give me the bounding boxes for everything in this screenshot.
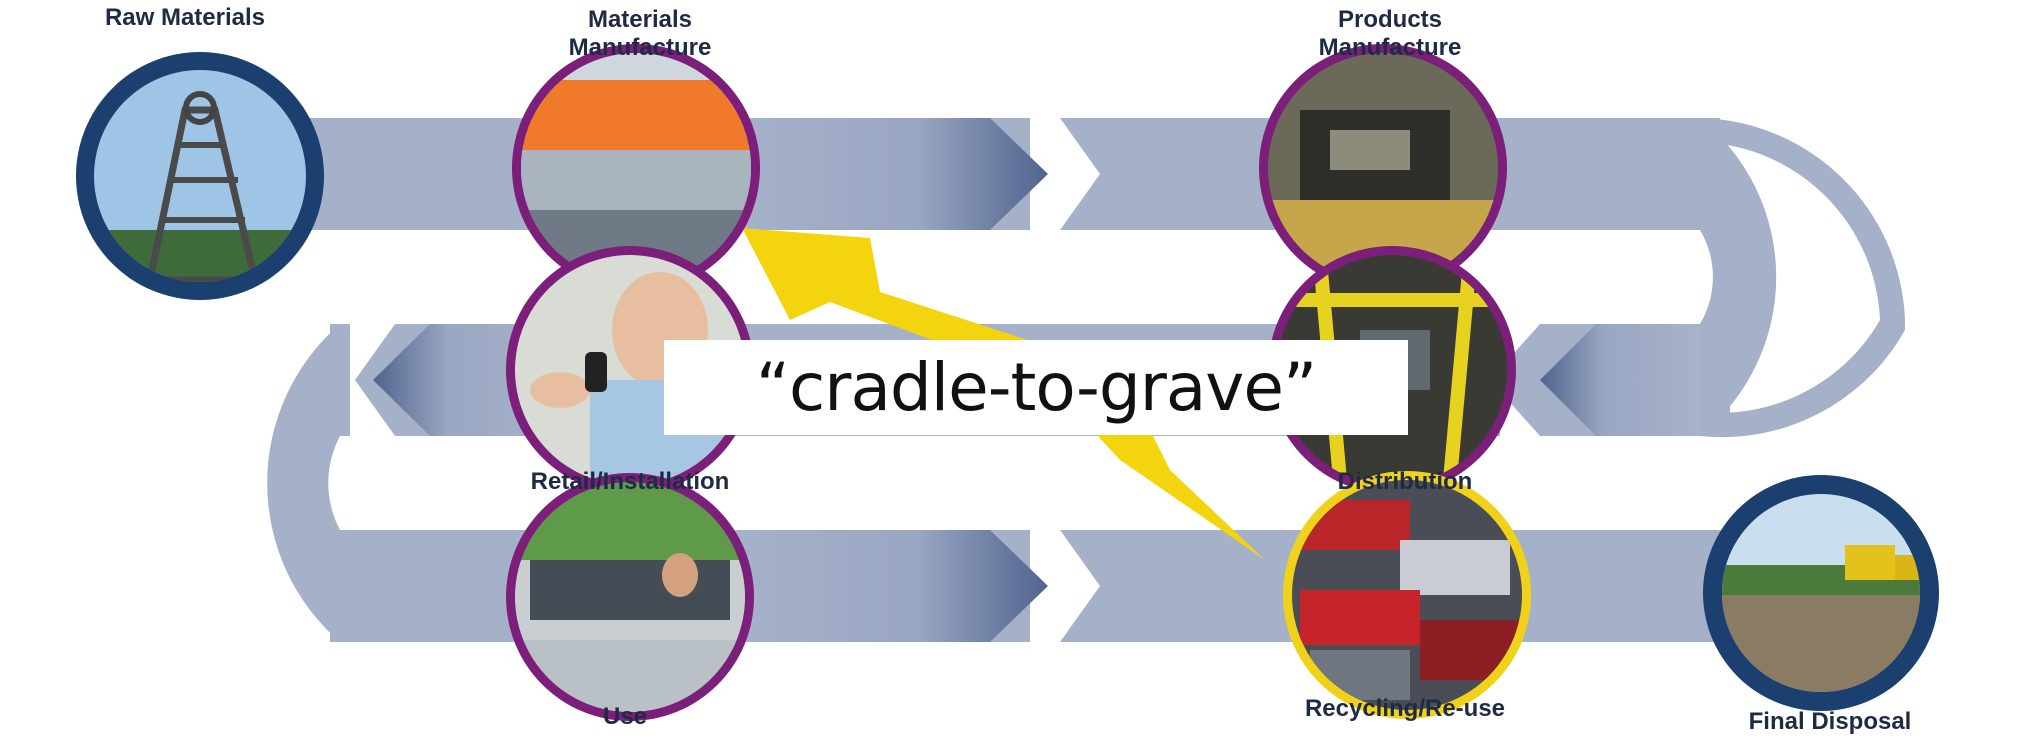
- label-final-disposal: Final Disposal: [1748, 708, 1912, 735]
- raw-materials-photo: [76, 52, 324, 300]
- label-retail-installation: Retail/Installation: [530, 468, 730, 495]
- label-distribution: Distribution: [1337, 468, 1473, 495]
- label-products-manufacture-line2: Manufacture: [1318, 34, 1462, 61]
- label-materials-manufacture-line2: Manufacture: [568, 34, 712, 61]
- label-products-manufacture-line1: Products: [1337, 6, 1442, 33]
- use-photo: [506, 473, 755, 721]
- cradle-to-grave-banner: [664, 340, 1408, 435]
- label-use: Use: [602, 703, 648, 730]
- label-raw-materials: Raw Materials: [104, 4, 266, 31]
- label-materials-manufacture-line1: Materials: [587, 6, 693, 33]
- final-disposal-photo: [1703, 475, 1939, 711]
- recycling-reuse-photo: [1283, 471, 1531, 719]
- label-recycling-reuse: Recycling/Re-use: [1304, 695, 1506, 722]
- banner-text: “cradle-to-grave”: [755, 349, 1317, 426]
